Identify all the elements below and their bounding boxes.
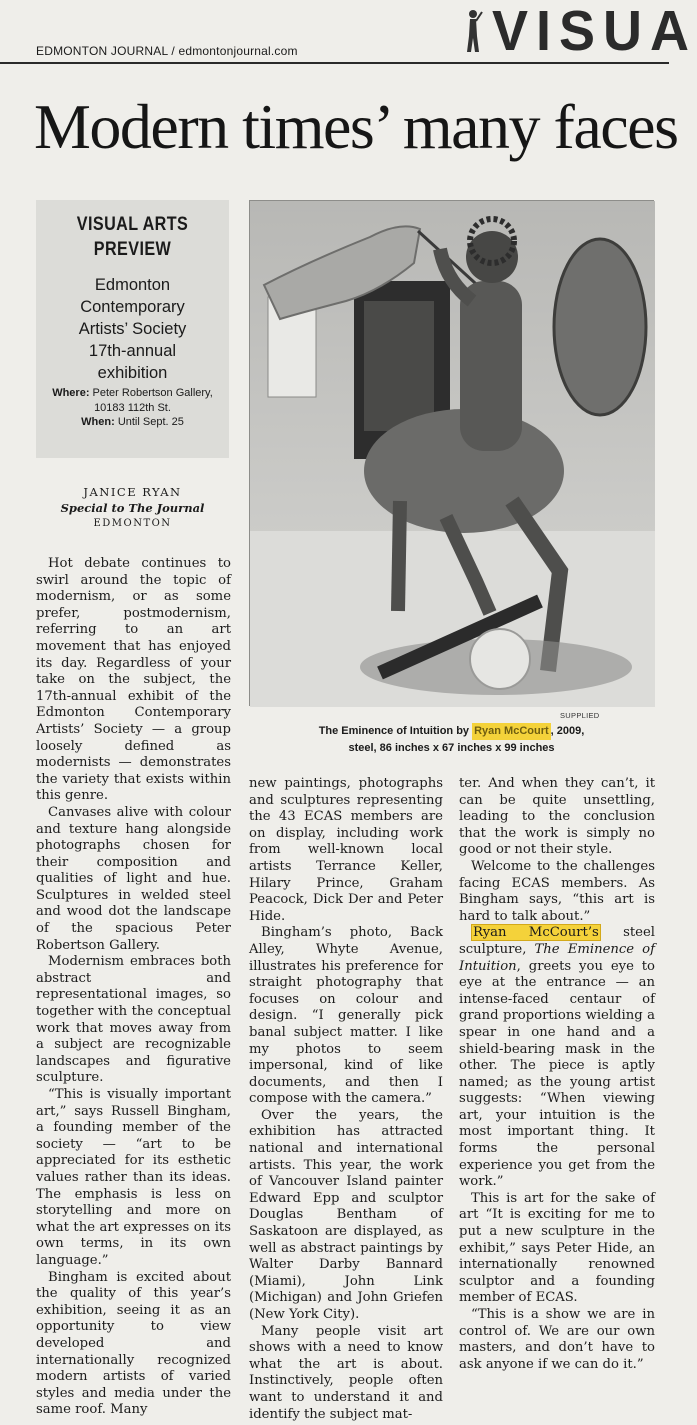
infobox-title-line: exhibition [97,364,168,382]
when-label: When: [81,416,115,428]
infobox-details [46,386,219,430]
paragraph: Canvases alive with colour and texture hang alongside photographs chosen for their composition and qualities of light and hue. Sculptures in welded steel and wood dot the landscape of the spacious Peter Robertson Gallery. [36,804,231,953]
artist-name-highlight: Ryan McCourt’s [473,925,599,941]
masthead-divider [0,62,669,64]
infobox-kicker-line: PREVIEW [93,239,172,260]
paragraph: Bingham’s photo, Back Alley, Whyte Avenue, illustrates his preference for straight photography that focuses on colour and design. “I generally pick banal subject matter. I like my photos to seem impersonal, kind of like documents, and then I compose with the camera.” [249,925,443,1107]
paragraph: “This is visually important art,” says Russell Bingham, a founding member of the society — “art to be appreciated for its esthetic values rather than its ideas. The emphasis is less on storytelling and more on what the art expresses on its own terms, in its own language.” [36,1087,231,1268]
sculpture-photo [249,200,654,706]
article-column-2 [249,776,443,1423]
paragraph: Modernism embraces both abstract and representational images, so together with the conceptual work that moves away from a subject are recognizable landscapes and figurative sculpture. [36,954,231,1086]
paragraph-text: , greets you eye to eye at the entrance — an intense-faced centaur of grand proportions wielding a spear in one hand and a shield-bearing mask in the other. The piece is aptly named; as the young artist suggests: “When viewing art, your intuition is the most important thing. It forms the personal experience you get from the work.” [459,958,655,1190]
where-label: Where: [52,387,90,399]
paragraph: new paintings, photographs and sculptures representing the 43 ECAS members are on display, including work from well-known local artists Terrance Keller, Hilary Prince, Graham Peacock, Dick Der and Peter Hide. [249,776,443,924]
photo-credit: SUPPLIED [560,711,600,720]
paragraph: This is art for the sake of art “It is exciting for me to put a new sculpture in the exhibit,” says Peter Hide, an internationally renowned sculptor and a founding member of ECAS. [459,1190,655,1306]
publication-line: EDMONTON JOURNAL / edmontonjournal.com [36,44,298,58]
infobox-title-line: Contemporary [80,298,185,316]
paragraph: Hot debate continues to swirl around the topic of modernism, or as some prefer, postmodernism, referring to an art movement that has enjoyed its day. Regardless of your take on the subject, the 17th-annual exhibit of the Edmonton Contemporary Artists’ Society — a group loosely defined as modernists — demonstrates the variety that exists within this genre. [36,556,231,804]
paragraph: “This is a show we are in control of. We are our own masters, and don’t have to ask anyone if we can do it.” [459,1307,655,1372]
photo-caption [249,723,654,757]
author-affiliation: Special to The Journal [60,501,205,515]
centaur-sculpture-image [250,201,655,707]
infobox-title-line: Artists’ Society [78,320,187,338]
where-value: Peter Robertson Gallery, 10183 112th St. [92,387,213,414]
statue-icon [462,6,484,56]
infobox-kicker [50,212,214,262]
caption-dimensions: steel, 86 inches x 67 inches x 99 inches [348,742,555,754]
paragraph: Bingham is excited about the quality of this year’s exhibition, seeing it as an opportunity to view developed and internationally recognized modern artists of varied styles and media under the same roof. Many [36,1269,231,1418]
paragraph: ter. And when they can’t, it can be quite unsettling, leading to the conclusion that the work is simply no good or not their style. [459,776,655,858]
caption-text: , 2009, [550,725,585,737]
preview-infobox [36,200,229,458]
article-column-3 [459,776,655,1373]
infobox-title-line: Edmonton [94,276,171,294]
paragraph: Over the years, the exhibition has attracted national and international artists. This year, the work of Vancouver Island painter Edward Epp and sculptor Douglas Bentham of Saskatoon are displayed, as well as abstract paintings by Walter Darby Bannard (Miami), John Link (Michigan) and John Griefen (New York City). [249,1107,443,1322]
article-column-1 [36,556,231,1419]
author-name: JANICE RYAN [83,485,182,499]
caption-text: The Eminence of Intuition by [318,725,470,737]
paragraph-text: steel sculpture, [459,925,655,957]
paragraph: Welcome to the challenges facing ECAS members. As Bingham says, “this art is hard to talk about.” [459,858,655,924]
caption-artist-highlight: Ryan McCourt [472,723,551,740]
dateline: EDMONTON [93,518,172,529]
when-value: Until Sept. 25 [117,416,184,428]
infobox-title [36,274,229,384]
artwork-title: The Eminence of Intuition [459,941,655,974]
infobox-title-line: 17th-annual [88,342,177,360]
infobox-kicker-line: VISUAL ARTS [76,214,189,235]
paragraph [459,925,655,1191]
section-logo: VISUA [492,0,697,63]
byline [36,484,229,532]
headline: Modern times’ many faces [34,91,678,162]
paragraph: Many people visit art shows with a need to know what the art is about. Instinctively, people often want to understand it and identify the subject mat- [249,1323,443,1422]
